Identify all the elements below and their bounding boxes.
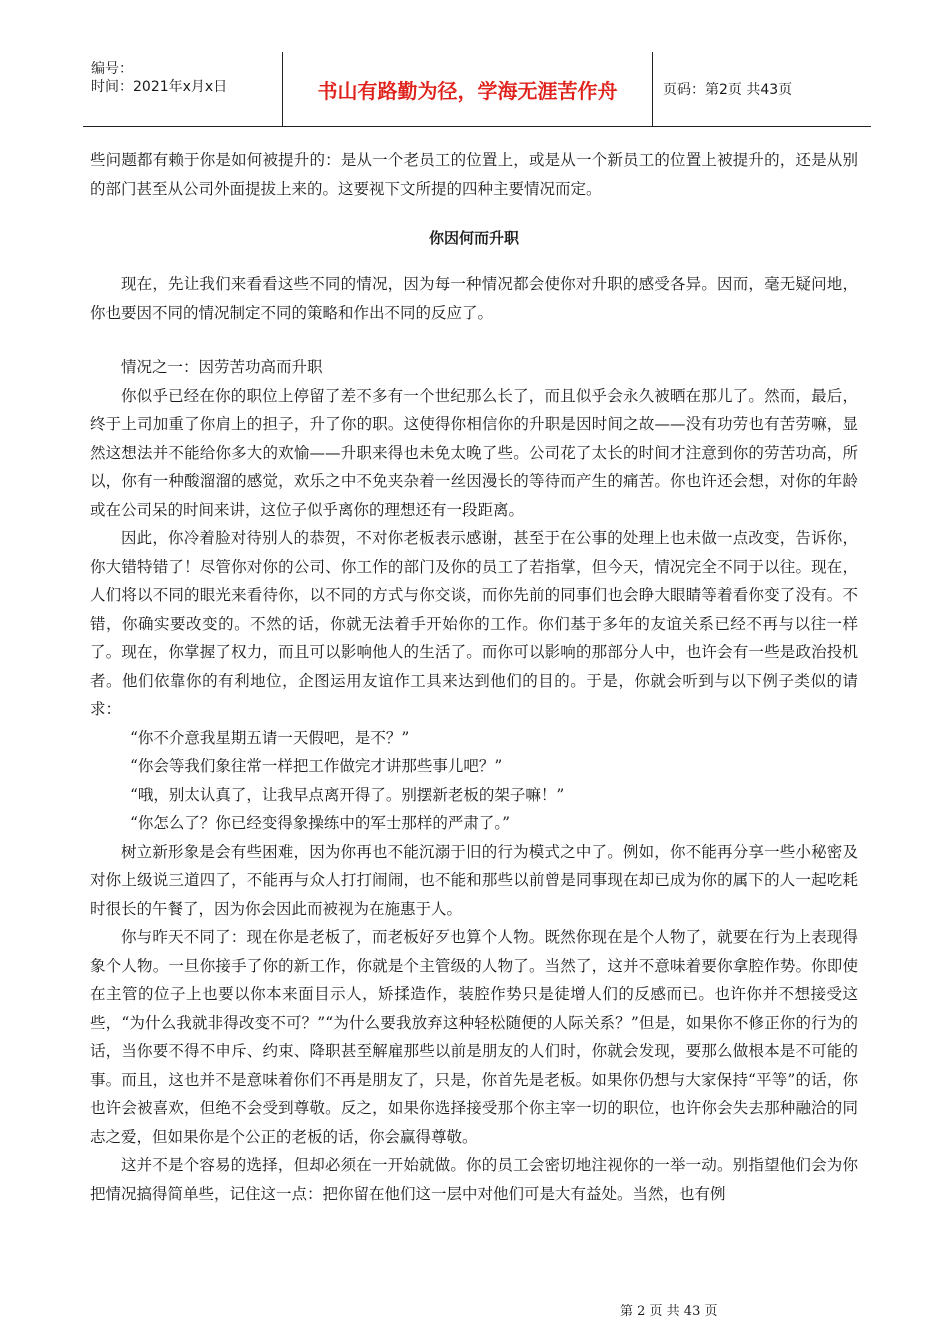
section-heading: 你因何而升职: [428, 229, 519, 247]
paragraph-5: 你与昨天不同了：现在你是老板了，而老板好歹也算个人物。既然你现在是个人物了，就要在行为上表现得象个人物。一旦你接手了你的新工作，你就是个主管级的人物了。当然了，这并不意味着要你拿腔作势。你即使在主管的位子上也要以你本来面目示人，矫揉造作，装腔作势只是徒增人们的反感而已。也许你并不想接受这些，“为什么我就非得改变不可？”“为什么要我放弃这种轻松随便的人际关系？”但是，如果你不修正你的行为的话，当你要不得不申斥、约束、降职甚至解雇那些以前是朋友的人们时，你就会发现，要那么做根本是不可能的事。而且，这也并不是意味着你们不再是朋友了，只是，你首先是老板。如果你仍想与大家保持“平等”的话，你也许会被喜欢，但绝不会受到尊敬。反之，如果你选择接受那个你主宰一切的职位，也许你会失去那种融洽的同志之爱，但如果你是个公正的老板的话，你会赢得尊敬。: [90, 928, 858, 1146]
paragraph-3: 因此，你冷着脸对待别人的恭贺，不对你老板表示感谢，甚至于在公事的处理上也未做一点改变，告诉你，你大错特错了！尽管你对你的公司、你工作的部门及你的员工了若指掌，但今天，情况完全不同于以往。现在，人们将以不同的眼光来看待你，以不同的方式与你交谈，而你先前的同事们也会睁大眼睛等着看你变了没有。不错，你确实要改变的。不然的话，你就无法着手开始你的工作。你们基于多年的友谊关系已经不再与以往一样了。现在，你掌握了权力，而且可以影响他人的生活了。而你可以影响的那部分人中，也许会有一些是政治投机者。他们依靠你的有利地位，企图运用友谊作工具来达到他们的目的。于是，你就会听到与以下例子类似的请求：: [90, 529, 858, 718]
document-number-label: 编号：: [91, 61, 133, 77]
paragraph-gap: [90, 327, 858, 353]
header-motto: 书山有路勤为径，学海无涯苦作舟: [283, 52, 653, 126]
header-page-info: 页码：第2页 共43页: [663, 82, 793, 98]
quote-4: “你怎么了？你已经变得象操练中的军士那样的严肃了。”: [130, 814, 511, 832]
header-meta: [83, 52, 283, 126]
document-time-label: 时间：2021年x月x日: [91, 79, 228, 95]
situation-title: 情况之一：因劳苦功高而升职: [121, 358, 323, 376]
paragraph-1: 现在，先让我们来看看这些不同的情况，因为每一种情况都会使你对升职的感受各异。因而，毫无疑问地，你也要因不同的情况制定不同的策略和作出不同的反应了。: [90, 275, 858, 322]
page-header: [83, 52, 871, 127]
paragraph-6: 这并不是个容易的选择，但却必须在一开始就做。你的员工会密切地注视你的一举一动。别指望他们会为你把情况搞得简单些，记住这一点：把你留在他们这一层中对他们可是大有益处。当然，也有例: [90, 1156, 858, 1203]
footer-page-number: 第 2 页 共 43 页: [620, 1304, 718, 1319]
intro-paragraph: 些问题都有赖于你是如何被提升的：是从一个老员工的位置上，或是从一个新员工的位置上被提升的，还是从别的部门甚至从公司外面提拔上来的。这要视下文所提的四种主要情况而定。: [90, 151, 858, 198]
paragraph-4: 树立新形象是会有些困难，因为你再也不能沉溺于旧的行为模式之中了。例如，你不能再分享一些小秘密及对你上级说三道四了，不能再与众人打打闹闹，也不能和那些以前曾是同事现在却已成为你的属下的人一起吃耗时很长的午餐了，因为你会因此而被视为在施惠于人。: [90, 842, 858, 918]
quote-2: “你会等我们象往常一样把工作做完才讲那些事儿吧？”: [130, 757, 503, 775]
quote-1: “你不介意我星期五请一天假吧，是不？”: [130, 728, 410, 747]
quote-3: “哦，别太认真了，让我早点离开得了。别摆新老板的架子嘛！”: [130, 785, 565, 804]
paragraph-2: 你似乎已经在你的职位上停留了差不多有一个世纪那么长了，而且似乎会永久被晒在那儿了。然而，最后，终于上司加重了你肩上的担子，升了你的职。这使得你相信你的升职是因时间之故——没有功劳也有苦劳嘛，显然这想法并不能给你多大的欢愉——升职来得也未免太晚了些。公司花了太长的时间才注意到你的劳苦功高，所以，你有一种酸溜溜的感觉，欢乐之中不免夹杂着一丝因漫长的等待而产生的痛苦。你也许还会想，对你的年龄或在公司呆的时间来讲，这位子似乎离你的理想还有一段距离。: [90, 386, 858, 519]
document-body: [90, 146, 858, 1208]
